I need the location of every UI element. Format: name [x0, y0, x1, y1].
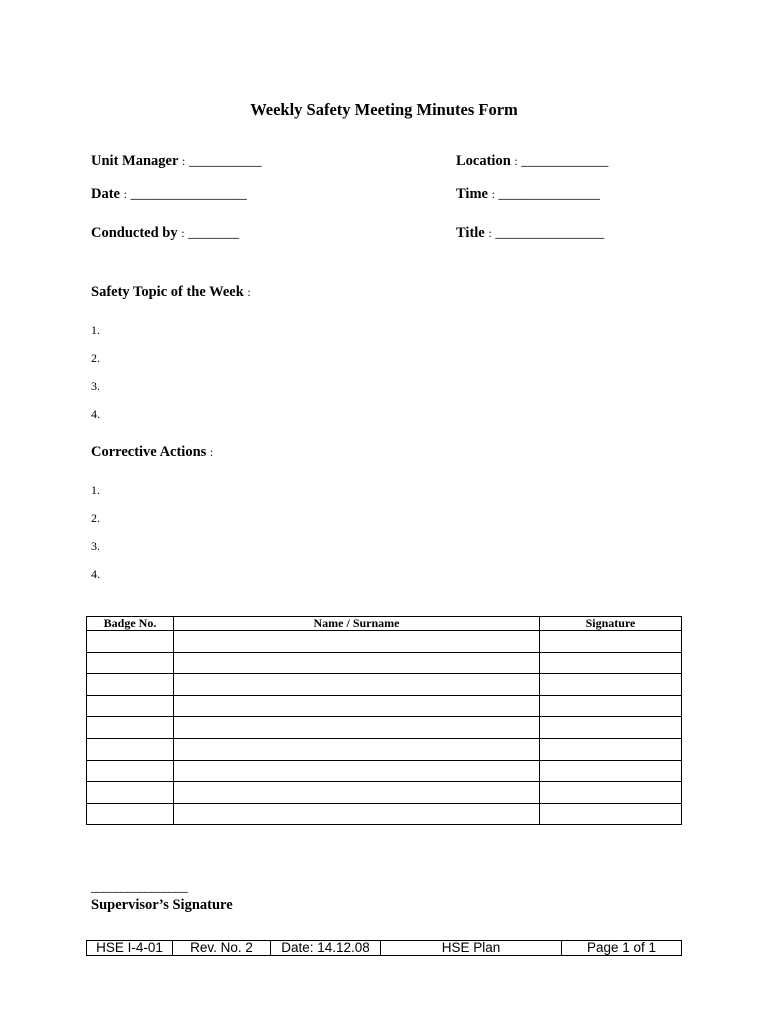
safety-topic-heading — [91, 284, 251, 301]
footer-row — [87, 941, 682, 956]
name-cell[interactable] — [174, 803, 540, 825]
safety-topic-item-3[interactable]: 3. — [91, 379, 100, 393]
form-title: Weekly Safety Meeting Minutes Form — [250, 100, 518, 119]
badge-no-header: Badge No. — [87, 617, 174, 631]
title-field-blank[interactable]: _______________ — [495, 225, 605, 241]
name-cell[interactable] — [174, 760, 540, 782]
supervisor-signature-label: Supervisor’s Signature — [91, 897, 233, 913]
time-field[interactable] — [456, 186, 600, 203]
corrective-action-item-1[interactable]: 1. — [91, 483, 100, 497]
location-blank[interactable]: ____________ — [521, 153, 609, 169]
conducted-by-field[interactable] — [91, 225, 239, 242]
unit-manager-field[interactable] — [91, 153, 261, 170]
corrective-action-item-3[interactable]: 3. — [91, 539, 100, 553]
revision-date: Date: 14.12.08 — [271, 941, 381, 956]
location-label: Location — [456, 153, 511, 169]
date-label: Date — [91, 186, 120, 202]
badge-cell[interactable] — [87, 803, 174, 825]
document-footer — [86, 940, 682, 956]
table-row — [87, 782, 682, 804]
time-blank[interactable]: ______________ — [498, 186, 601, 202]
corrective-action-item-2[interactable]: 2. — [91, 511, 100, 525]
safety-topic-item-4[interactable]: 4. — [91, 407, 100, 421]
time-label: Time — [456, 186, 488, 202]
safety-topic-label: Safety Topic of the Week — [91, 284, 244, 300]
safety-topic-item-1[interactable]: 1. — [91, 323, 100, 337]
date-field[interactable] — [91, 186, 247, 203]
corrective-actions-heading — [91, 444, 213, 461]
badge-cell[interactable] — [87, 631, 174, 653]
badge-cell[interactable] — [87, 674, 174, 696]
badge-cell[interactable] — [87, 760, 174, 782]
unit-manager-colon: : — [182, 154, 186, 168]
signature-cell[interactable] — [540, 631, 682, 653]
title-field-colon: : — [488, 226, 492, 240]
supervisor-signature-line[interactable]: ________________ — [91, 880, 187, 895]
name-cell[interactable] — [174, 631, 540, 653]
name-cell[interactable] — [174, 782, 540, 804]
plan-name: HSE Plan — [381, 941, 562, 956]
signature-cell[interactable] — [540, 760, 682, 782]
name-cell[interactable] — [174, 695, 540, 717]
badge-cell[interactable] — [87, 782, 174, 804]
name-cell[interactable] — [174, 652, 540, 674]
attendance-table — [86, 616, 682, 825]
table-row — [87, 674, 682, 696]
safety-topic-colon: : — [247, 285, 251, 299]
table-row — [87, 631, 682, 653]
signature-cell[interactable] — [540, 674, 682, 696]
name-cell[interactable] — [174, 738, 540, 760]
table-row — [87, 695, 682, 717]
badge-cell[interactable] — [87, 738, 174, 760]
safety-topic-item-2[interactable]: 2. — [91, 351, 100, 365]
corrective-actions-colon: : — [209, 445, 214, 459]
signature-header: Signature — [540, 617, 682, 631]
attendance-header-row — [87, 617, 682, 631]
location-colon: : — [514, 154, 518, 168]
badge-cell[interactable] — [87, 717, 174, 739]
signature-cell[interactable] — [540, 652, 682, 674]
name-cell[interactable] — [174, 717, 540, 739]
signature-cell[interactable] — [540, 738, 682, 760]
signature-cell[interactable] — [540, 695, 682, 717]
name-surname-header: Name / Surname — [174, 617, 540, 631]
date-colon: : — [123, 187, 127, 201]
time-colon: : — [491, 187, 495, 201]
revision-number: Rev. No. 2 — [173, 941, 271, 956]
signature-cell[interactable] — [540, 803, 682, 825]
date-blank[interactable]: ________________ — [130, 186, 247, 202]
badge-cell[interactable] — [87, 652, 174, 674]
corrective-action-item-4[interactable]: 4. — [91, 567, 100, 581]
conducted-by-blank[interactable]: _______ — [188, 225, 239, 241]
badge-cell[interactable] — [87, 695, 174, 717]
title-field-label: Title — [456, 225, 485, 241]
table-row — [87, 717, 682, 739]
corrective-actions-label: Corrective Actions — [91, 444, 207, 460]
table-row — [87, 803, 682, 825]
signature-cell[interactable] — [540, 717, 682, 739]
table-row — [87, 738, 682, 760]
unit-manager-blank[interactable]: __________ — [188, 153, 262, 169]
page-number: Page 1 of 1 — [562, 941, 682, 956]
location-field[interactable] — [456, 153, 608, 170]
conducted-by-label: Conducted by — [91, 225, 178, 241]
table-row — [87, 652, 682, 674]
signature-cell[interactable] — [540, 782, 682, 804]
name-cell[interactable] — [174, 674, 540, 696]
unit-manager-label: Unit Manager — [91, 153, 179, 169]
title-field[interactable] — [456, 225, 604, 242]
table-row — [87, 760, 682, 782]
conducted-by-colon: : — [181, 226, 185, 240]
doc-code: HSE I-4-01 — [87, 941, 173, 956]
